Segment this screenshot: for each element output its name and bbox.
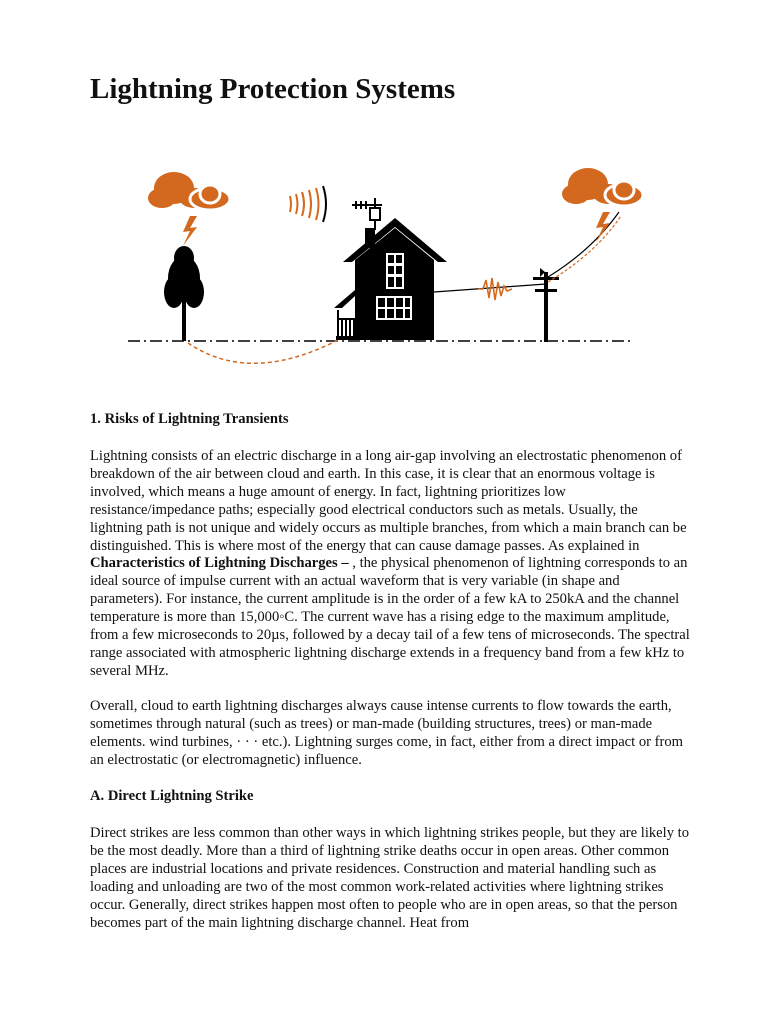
paragraph-text: Overall, cloud to earth lightning discharges always cause intense currents to flow towards the earth, sometimes through natural (such as trees) or man-made (building structures, trees) or man-made elements. wind turbines, · · · etc.). Lightning surges come, in fact, either from a direct impact or from an electrostatic (or electromagnetic) influence. — [90, 698, 684, 768]
paragraph-overall — [90, 698, 690, 770]
tree-icon — [164, 246, 204, 341]
lightning-illustration — [0, 150, 768, 390]
ground-current-path — [188, 340, 338, 363]
paragraph-lightning-intro — [90, 448, 690, 681]
paragraph-text: , the physical phenomenon of lightning corresponds to an ideal source of impulse current with an actual waveform that is very variable (in shape and parameters). For instance, the current amplitude is in the order of a few kA to 250kA and the channel temperature is more than 15,000◦C. The current wave has a rising edge to the maximum amplitude, from a few microseconds to 20µs, followed by a decay tail of a few tens of microseconds. The spectral range associated with atmospheric lightning discharge extends in a frequency band from a few kHz to several MHz. — [90, 555, 690, 679]
paragraph-text: Lightning consists of an electric discharge in a long air-gap involving an electrostatic phenomenon of breakdown of the air between cloud and earth. In this case, it is clear that an enormous voltage is involved, which means a huge amount of energy. In fact, lightning prioritizes low resistance/impedance paths; especially good electrical conductors such as metals. Usually, the lightning path is not unique and widely occurs as multiple branches, from which a main branch can be distinguished. This is where most of the energy that can cause damage passes. As explained in — [90, 448, 687, 554]
utility-pole-icon — [533, 268, 559, 342]
cloud-left-icon — [148, 172, 230, 210]
page-title: Lightning Protection Systems — [90, 73, 456, 105]
cloud-right-icon — [562, 168, 643, 206]
section-heading-direct-strike: A. Direct Lightning Strike — [90, 788, 254, 804]
link-characteristics-lightning-discharges: Characteristics of Lightning Discharges – — [90, 555, 349, 572]
house-icon — [334, 218, 447, 340]
paragraph-text: Direct strikes are less common than other ways in which lightning strikes people, but they are likely to be the most deadly. More than a third of lightning strike deaths occur in open areas. Other common places are industrial locations and private residences. Construction and material handling such as loading and unloading are two of the most common work-related activities where lightning strikes occur. Generally, direct strikes happen most often to people who are in open areas, so that the person becomes part of the main lightning discharge channel. Heat from — [90, 825, 690, 931]
antenna-icon — [352, 198, 382, 230]
paragraph-direct-strike — [90, 825, 690, 932]
lightning-bolt-left-icon — [183, 216, 197, 246]
surge-wave-icon — [478, 278, 512, 300]
radio-waves-icon — [290, 186, 326, 222]
section-heading-risks: 1. Risks of Lightning Transients — [90, 411, 289, 427]
